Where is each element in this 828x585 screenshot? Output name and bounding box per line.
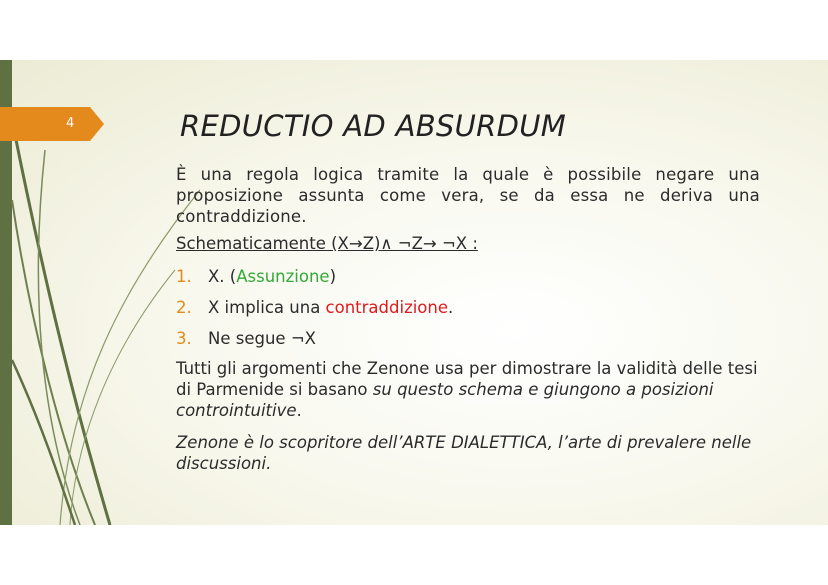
list-text-end: )	[329, 267, 337, 286]
zenone-text-end: .	[296, 401, 302, 420]
zenone-paragraph	[176, 358, 760, 421]
slide-number: 4	[66, 116, 75, 131]
slide	[0, 60, 828, 525]
list-item	[176, 323, 760, 354]
zenone-italic-text: su questo schema e giungono a posizioni controintuitive	[176, 380, 714, 420]
slide-number-tab	[0, 107, 104, 141]
slide-body	[176, 164, 760, 474]
highlight-assunzione: Assunzione	[236, 267, 330, 286]
list-text: Ne segue ¬X	[208, 329, 316, 348]
dialettica-paragraph: Zenone è lo scopritore dell’ARTE DIALETTICA, l’arte di prevalere nelle discussioni.	[176, 433, 752, 473]
numbered-list	[176, 261, 760, 354]
list-text: X. (	[208, 267, 237, 286]
list-item	[176, 292, 760, 323]
intro-paragraph: È una regola logica tramite la quale è possibile negare una proposizione assunta come vera, se da essa ne deriva una contraddizione.	[176, 165, 760, 226]
list-item	[176, 261, 760, 292]
list-text-end: .	[448, 298, 454, 317]
slide-title: REDUCTIO AD ABSURDUM	[180, 109, 567, 143]
highlight-contraddizione: contraddizione	[325, 298, 449, 317]
list-number: 3.	[176, 329, 192, 348]
list-number: 2.	[176, 298, 192, 317]
list-text: X implica una	[208, 298, 326, 317]
list-number: 1.	[176, 267, 192, 286]
zenone-text: Tutti gli argomenti che Zenone usa per dimostrare la validità delle tesi di Parmenide si basano	[176, 359, 758, 399]
schema-line: Schematicamente (X→Z)∧ ¬Z→ ¬X :	[176, 234, 478, 253]
